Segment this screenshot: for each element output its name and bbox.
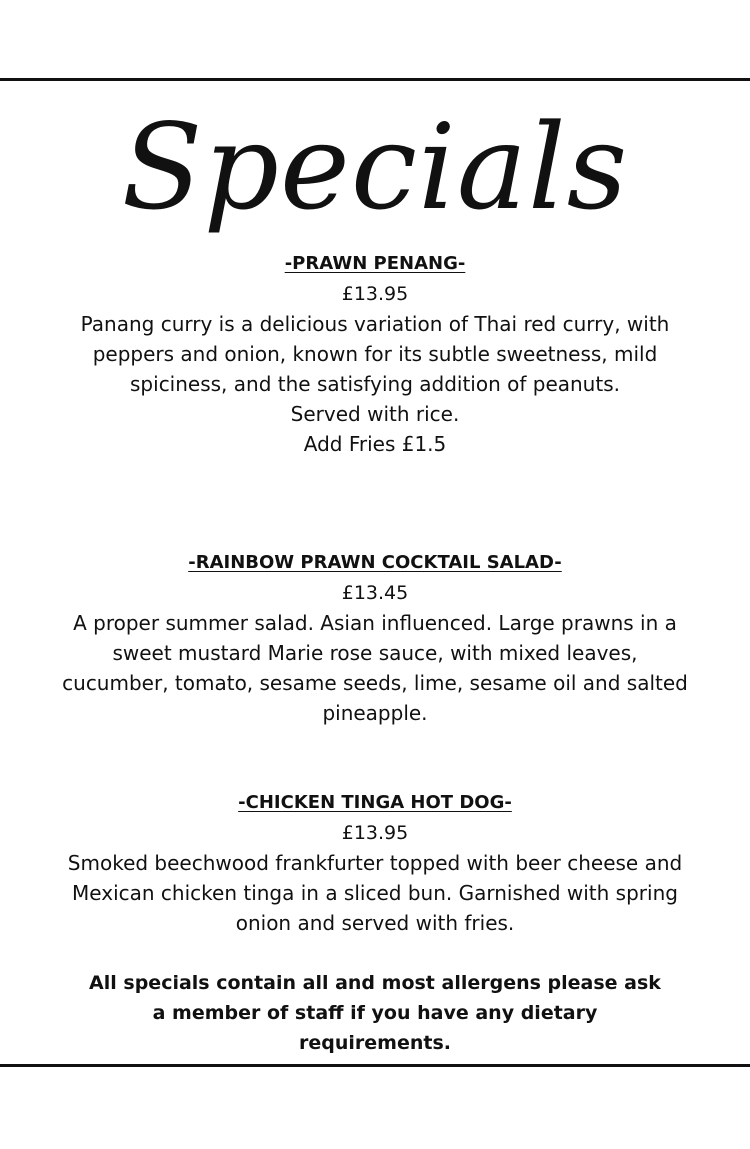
dish-addon-note: Add Fries £1.5: [303, 432, 447, 456]
page-title: Specials: [121, 98, 629, 236]
dish-price: £13.95: [341, 283, 409, 305]
dish-serving-note: Served with rice.: [290, 402, 460, 426]
dish-rainbow-prawn-cocktail-salad: [60, 548, 690, 728]
dish-chicken-tinga-hot-dog: [60, 788, 690, 938]
allergen-note: All specials contain all and most allergens please ask a member of staff if you have any dietary requirements.: [89, 972, 661, 1054]
dish-description: A proper summer salad. Asian influenced. Large prawns in a sweet mustard Marie rose sauce, with mixed leaves, cucumber, tomato, sesame seeds, lime, sesame oil and salted pineapple.: [62, 611, 688, 725]
top-divider: [0, 78, 750, 81]
dish-prawn-penang: [60, 249, 690, 459]
dish-name: -PRAWN PENANG-: [284, 253, 466, 274]
bottom-divider: [0, 1064, 750, 1067]
dish-name: -CHICKEN TINGA HOT DOG-: [238, 792, 512, 813]
dish-description: Smoked beechwood frankfurter topped with beer cheese and Mexican chicken tinga in a sliced bun. Garnished with spring onion and served with fries.: [67, 851, 683, 935]
dish-name: -RAINBOW PRAWN COCKTAIL SALAD-: [188, 552, 562, 573]
dish-price: £13.45: [341, 582, 409, 604]
dish-description: Panang curry is a delicious variation of Thai red curry, with peppers and onion, known for its subtle sweetness, mild spiciness, and the satisfying addition of peanuts.: [80, 312, 670, 396]
dish-price: £13.95: [341, 822, 409, 844]
